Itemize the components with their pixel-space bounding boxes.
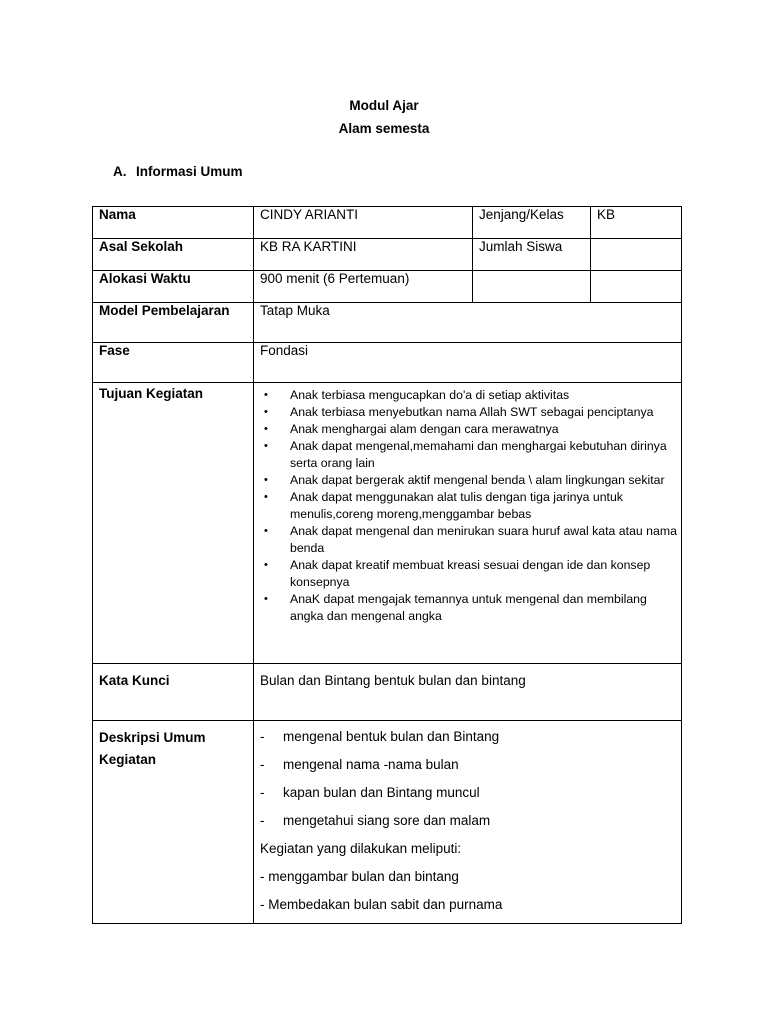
bullet-icon: • [264,593,268,605]
row-tujuan-kegiatan [93,383,682,664]
document-subtitle: Alam semesta [338,121,430,136]
list-item: - kapan bulan dan Bintang muncul [260,785,480,800]
list-item: • Anak terbiasa menyebutkan nama Allah SWT sebagai penciptanya [264,405,654,419]
fase-label: Fase [93,343,254,383]
list-item: - Membedakan bulan sabit dan purnama [260,897,503,912]
nama-value: CINDY ARIANTI [254,207,473,239]
alokasi-waktu-value: 900 menit (6 Pertemuan) [254,271,473,303]
section-title: Informasi Umum [136,164,243,179]
model-pembelajaran-value: Tatap Muka [254,303,682,343]
list-item: - mengenal nama -nama bulan [260,757,459,772]
tujuan-kegiatan-label: Tujuan Kegiatan [93,383,254,664]
jumlah-siswa-label: Jumlah Siswa [473,239,591,271]
jumlah-siswa-value [591,239,682,271]
list-item: - mengetahui siang sore dan malam [260,813,491,828]
empty-cell [473,271,591,303]
list-item: • Anak menghargai alam dengan cara merawatnya [264,422,559,436]
section-heading [113,164,243,179]
tujuan-list [260,387,681,625]
list-item: • Anak dapat mengenal dan menirukan suara huruf awal kata atau nama benda [264,524,677,555]
section-letter: A. [113,164,127,179]
bullet-icon: • [264,525,268,537]
general-info-table [92,206,682,924]
bullet-icon: • [264,406,268,418]
list-item: • Anak dapat kreatif membuat kreasi sesuai dengan ide dan konsep konsepnya [264,558,651,589]
nama-label: Nama [93,207,254,239]
deskripsi-umum-label: Deskripsi Umum Kegiatan [93,721,254,924]
row-deskripsi-umum [93,721,682,924]
bullet-icon: • [264,559,268,571]
bullet-icon: • [264,440,268,452]
jenjang-label: Jenjang/Kelas [473,207,591,239]
list-item: - mengenal bentuk bulan dan Bintang [260,729,500,744]
row-asal-sekolah [93,239,682,271]
list-item: • AnaK dapat mengajak temannya untuk mengenal dan membilang angka dan mengenal angka [264,592,647,623]
deskripsi-umum-cell [254,721,682,924]
jenjang-value: KB [591,207,682,239]
list-item: • Anak dapat menggunakan alat tulis dengan tiga jarinya untuk menulis,coreng moreng,menggambar bebas [264,490,623,521]
list-item: • Anak terbiasa mengucapkan do'a di setiap aktivitas [264,388,570,402]
tujuan-kegiatan-cell [254,383,682,664]
bullet-icon: • [264,474,268,486]
list-item: • Anak dapat bergerak aktif mengenal benda \ alam lingkungan sekitar [264,473,665,487]
list-item: • Anak dapat mengenal,memahami dan menghargai kebutuhan dirinya serta orang lain [264,439,667,470]
document-title: Modul Ajar [349,98,419,113]
kegiatan-intro: Kegiatan yang dilakukan meliputi: [260,841,462,856]
asal-sekolah-value: KB RA KARTINI [254,239,473,271]
row-kata-kunci [93,664,682,721]
row-alokasi-waktu [93,271,682,303]
row-model-pembelajaran [93,303,682,343]
empty-cell [591,271,682,303]
bullet-icon: • [264,389,268,401]
model-pembelajaran-label: Model Pembelajaran [93,303,254,343]
kata-kunci-value: Bulan dan Bintang bentuk bulan dan bintang [254,664,682,721]
asal-sekolah-label: Asal Sekolah [93,239,254,271]
row-nama [93,207,682,239]
list-item: - menggambar bulan dan bintang [260,869,459,884]
row-fase [93,343,682,383]
bullet-icon: • [264,491,268,503]
alokasi-waktu-label: Alokasi Waktu [93,271,254,303]
fase-value: Fondasi [254,343,682,383]
kata-kunci-label: Kata Kunci [93,664,254,721]
bullet-icon: • [264,423,268,435]
